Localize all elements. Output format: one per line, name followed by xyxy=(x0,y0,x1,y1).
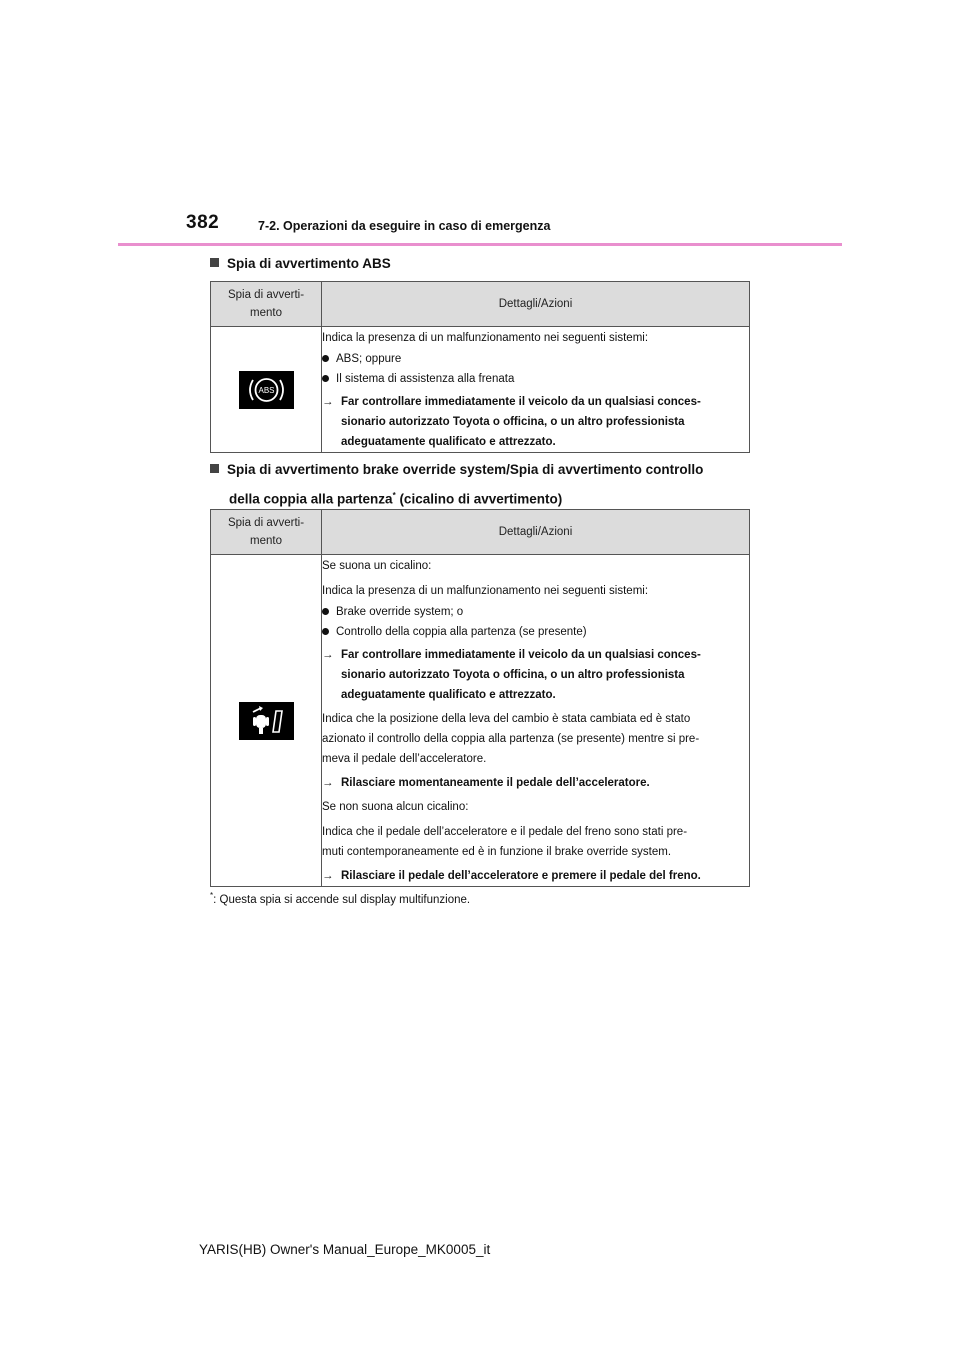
footnote: *: Questa spia si accende sul display multifunzione. xyxy=(210,891,471,906)
list-item: Il sistema di assistenza alla frenata xyxy=(322,369,749,389)
column-header-light: Spia di avverti- mento xyxy=(211,510,322,555)
column-header-light: Spia di avverti- mento xyxy=(211,282,322,327)
brake-override-details-cell: Se suona un cicalino: Indica la presenza di un malfunzionamento nei seguenti sistemi: Brake override system; o Controllo della coppia alla partenza (se presente) → Far controllare immediatamente il veicolo da un qualsiasi conces- sionario autorizzato Toyota o officina, o un altro professionista adeguatamente qualificato e attrezzato. Indica che la posizione della leva del cambio è stata cambiata ed è stato azionato il controllo della coppia alla partenza (se presente) mentre si pre- meva il pedale dell’acceleratore. → Rilasciare momentaneamente il pedale dell’acceleratore. Se non suona alcun cicalino: Indica che il pedale dell’acceleratore e il pedale del freno sono stati pre- muti contemporaneamente ed è in funzione il brake override system. → Rilasciare il pedale dell’acceleratore e premere il pedale del freno. xyxy=(322,555,750,887)
action-instruction: → Rilasciare momentaneamente il pedale dell’acceleratore. xyxy=(322,773,749,793)
bullet-dot-icon xyxy=(322,375,329,382)
abs-warning-table xyxy=(210,281,750,453)
header-rule xyxy=(118,243,842,246)
section-title-abs: Spia di avvertimento ABS xyxy=(210,251,391,277)
abs-details-cell: Indica la presenza di un malfunzionamento nei seguenti sistemi: ABS; oppure Il sistema di assistenza alla frenata → Far controllare immediatamente il veicolo da un qualsiasi conces- sionario autorizzato Toyota o officina, o un altro professionista adeguatamente qualificato e attrezzato. xyxy=(322,327,750,453)
list-item: Controllo della coppia alla partenza (se presente) xyxy=(322,622,749,642)
arrow-icon: → xyxy=(322,777,334,789)
list-item: Brake override system; o xyxy=(322,602,749,622)
list-item: ABS; oppure xyxy=(322,349,749,369)
bullet-dot-icon xyxy=(322,355,329,362)
chapter-title: 7-2. Operazioni da eseguire in caso di emergenza xyxy=(258,219,551,233)
square-bullet-icon xyxy=(210,258,219,267)
brake-override-table xyxy=(210,509,750,887)
section-title-brake-override: Spia di avvertimento brake override system/Spia di avvertimento controllo della coppia alla partenza* (cicalino di avvertimento) xyxy=(210,457,703,513)
column-header-details: Dettagli/Azioni xyxy=(322,510,750,555)
square-bullet-icon xyxy=(210,464,219,473)
arrow-icon: → xyxy=(322,870,334,882)
abs-icon-label: ABS xyxy=(257,385,275,395)
action-instruction: → Far controllare immediatamente il veicolo da un qualsiasi conces- sionario autorizzato Toyota o officina, o un altro professionista adeguatamente qualificato e attrezzato. xyxy=(322,392,749,452)
column-header-details: Dettagli/Azioni xyxy=(322,282,750,327)
abs-warning-icon xyxy=(239,371,294,409)
arrow-icon: → xyxy=(322,396,334,408)
page-number: 382 xyxy=(186,212,220,233)
bullet-dot-icon xyxy=(322,628,329,635)
brake-override-icon xyxy=(239,702,294,740)
icon-cell xyxy=(211,555,322,887)
action-instruction: → Far controllare immediatamente il veicolo da un qualsiasi conces- sionario autorizzato Toyota o officina, o un altro professionista adeguatamente qualificato e attrezzato. xyxy=(322,645,749,705)
icon-cell xyxy=(211,327,322,453)
arrow-icon: → xyxy=(322,649,334,661)
bullet-dot-icon xyxy=(322,608,329,615)
manual-footer: YARIS(HB) Owner's Manual_Europe_MK0005_it xyxy=(199,1242,491,1257)
action-instruction: → Rilasciare il pedale dell’acceleratore e premere il pedale del freno. xyxy=(322,866,749,886)
